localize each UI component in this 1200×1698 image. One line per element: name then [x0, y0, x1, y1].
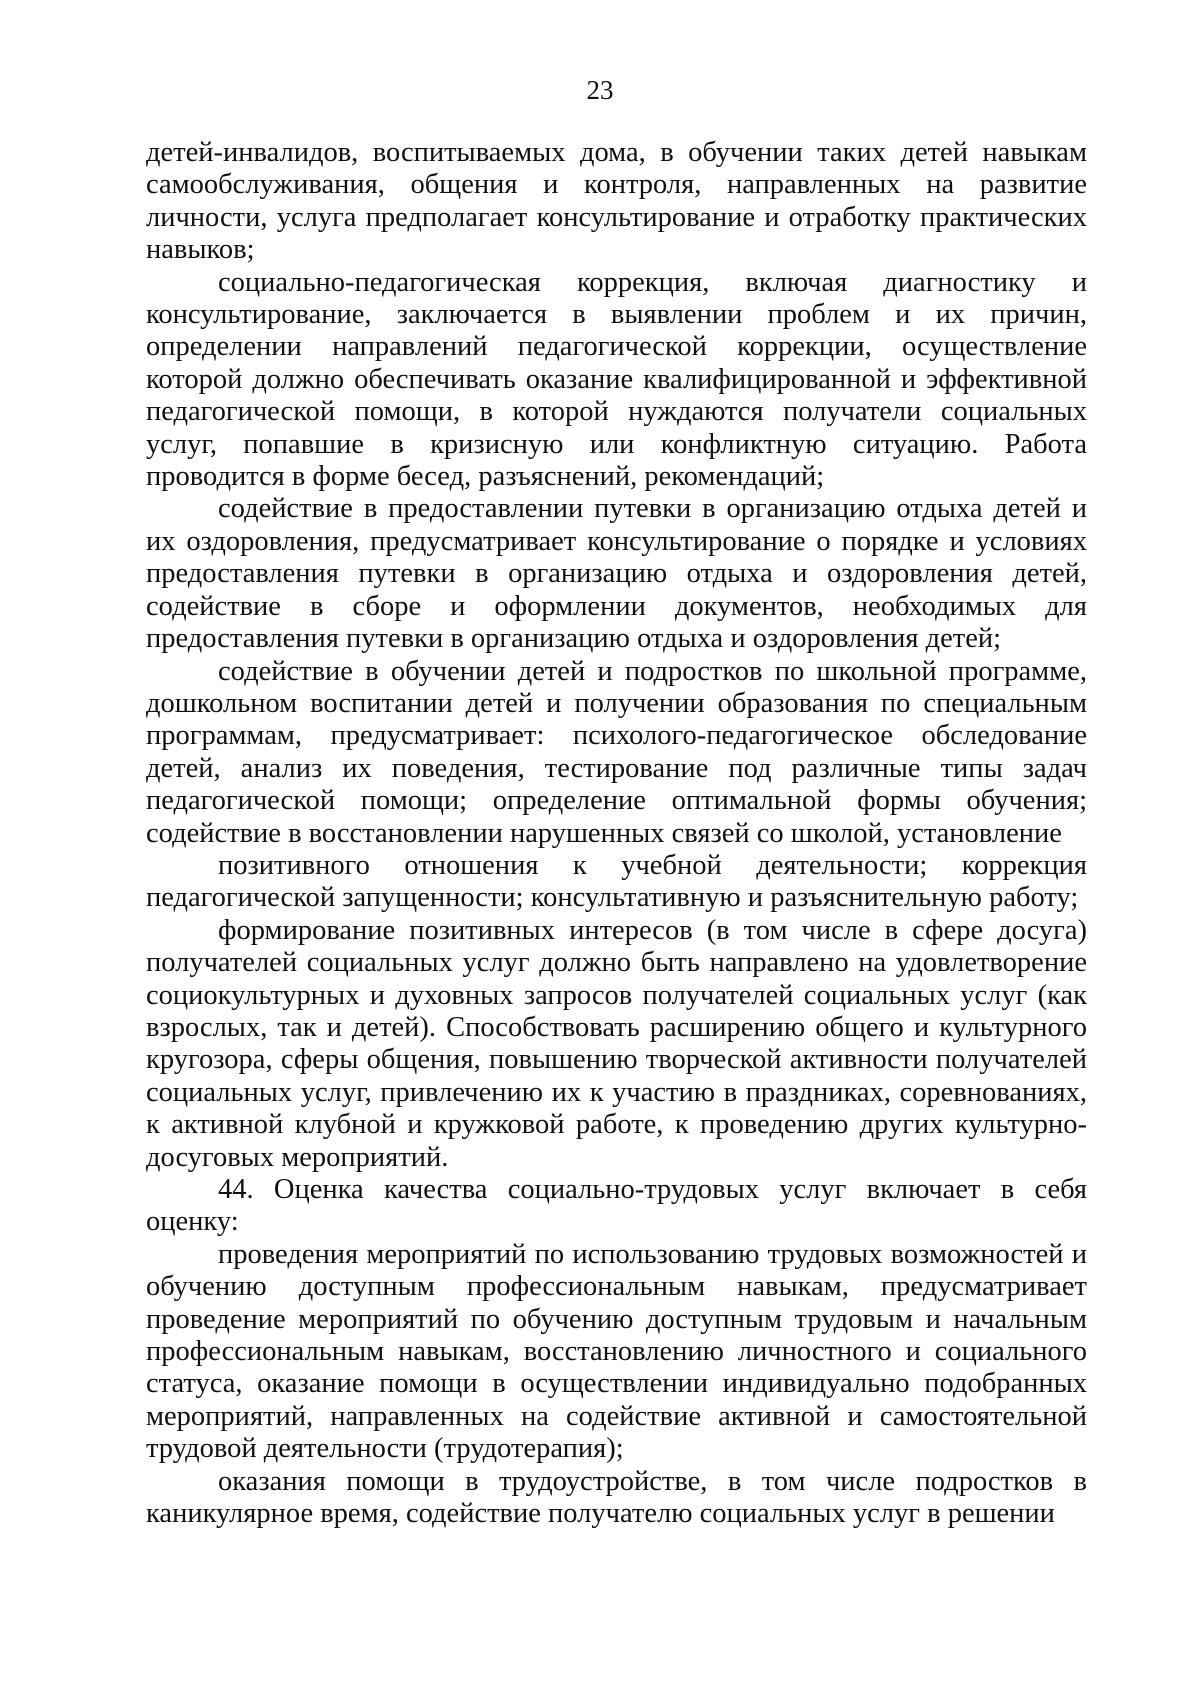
paragraph-positive-attitude: позитивного отношения к учебной деятельности; коррекция педагогической запущенности; консультативную и разъяснительную работу; — [146, 849, 1087, 914]
paragraph-section-44: 44. Оценка качества социально-трудовых услуг включает в себя оценку: — [146, 1174, 1087, 1238]
document-text — [146, 137, 1087, 1530]
paragraph-continuation: детей-инвалидов, воспитываемых дома, в обучении таких детей навыкам самообслуживания, общения и контроля, направленных на развитие личности, услуга предполагает консультирование и отработку практических навыков; — [146, 137, 1087, 266]
paragraph-positive-interests: формирование позитивных интересов (в том числе в сфере досуга) получателей социальных услуг должно быть направлено на удовлетворение социокультурных и духовных запросов получателей социальных услуг (как взрослых, так и детей). Способствовать расширению общего и культурного кругозора, сферы общения, повышению творческой активности получателей социальных услуг, привлечению их к участию в праздниках, соревнованиях, к активной клубной и кружковой работе, к проведению других культурно-досуговых мероприятий. — [146, 914, 1087, 1173]
page-number: 23 — [586, 75, 614, 105]
paragraph-school-program-assistance: содействие в обучении детей и подростков по школьной программе, дошкольном воспитании детей и получении образования по специальным программам, предусматривает: психолого-педагогическое обследование детей, анализ их поведения, тестирование под различные типы задач педагогической помощи; определение оптимальной формы обучения; содействие в восстановлении нарушенных связей со школой, установление — [146, 655, 1087, 849]
paragraph-social-pedagogical-correction: социально-педагогическая коррекция, включая диагностику и консультирование, заключается в выявлении проблем и их причин, определении направлений педагогической коррекции, осуществление которой должно обеспечивать оказание квалифицированной и эффективной педагогической помощи, в которой нуждаются получатели социальных услуг, попавшие в кризисную или конфликтную ситуацию. Работа проводится в форме бесед, разъяснений, рекомендаций; — [146, 266, 1087, 493]
paragraph-vacation-voucher-assistance: содействие в предоставлении путевки в организацию отдыха детей и их оздоровления, предусматривает консультирование о порядке и условиях предоставления путевки в организацию отдыха и оздоровления детей, содействие в сборе и оформлении документов, необходимых для предоставления путевки в организацию отдыха и оздоровления детей; — [146, 493, 1087, 655]
paragraph-employment-assistance: оказания помощи в трудоустройстве, в том числе подростков в каникулярное время, содействие получателю социальных услуг в решении — [146, 1465, 1087, 1530]
paragraph-labor-activities: проведения мероприятий по использованию трудовых возможностей и обучению доступным профессиональным навыкам, предусматривает проведение мероприятий по обучению доступным трудовым и начальным профессиональным навыкам, восстановлению личностного и социального статуса, оказание помощи в осуществлении индивидуально подобранных мероприятий, направленных на содействие активной и самостоятельной трудовой деятельности (трудотерапия); — [146, 1238, 1087, 1465]
